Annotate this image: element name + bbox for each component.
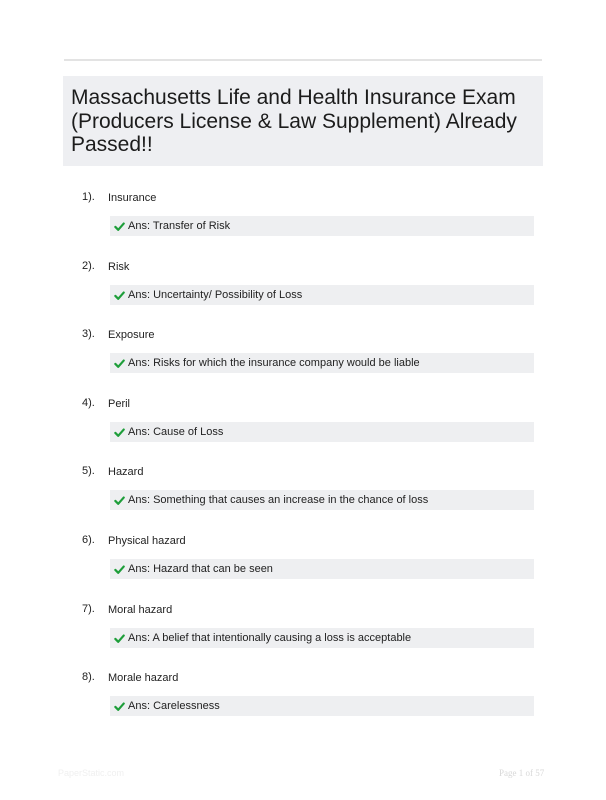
question-number: 3).	[82, 328, 95, 340]
question-number: 7).	[82, 603, 95, 615]
question-term: Peril	[108, 398, 131, 410]
answer-text: Ans: Transfer of Risk	[128, 220, 231, 232]
qa-item	[0, 671, 606, 731]
qa-item	[0, 260, 606, 320]
question-number: 5).	[82, 465, 95, 477]
qa-item	[0, 465, 606, 525]
question-term: Physical hazard	[108, 535, 186, 547]
check-icon	[114, 564, 125, 575]
question-number: 2).	[82, 260, 95, 272]
check-icon	[114, 701, 125, 712]
answer-text: Ans: Hazard that can be seen	[128, 563, 273, 575]
qa-item	[0, 191, 606, 251]
check-icon	[114, 221, 125, 232]
answer-box	[110, 628, 534, 648]
question-term: Risk	[108, 261, 130, 273]
answer-text: Ans: Something that causes an increase in the chance of loss	[128, 494, 429, 506]
page-number: Page 1 of 57	[499, 768, 545, 778]
answer-box	[110, 216, 534, 236]
check-icon	[114, 290, 125, 301]
check-icon	[114, 358, 125, 369]
answer-text: Ans: Carelessness	[128, 700, 220, 712]
question-term: Moral hazard	[108, 604, 173, 616]
question-term: Exposure	[108, 329, 155, 341]
answer-text: Ans: Risks for which the insurance company would be liable	[128, 357, 420, 369]
qa-item	[0, 534, 606, 594]
question-number: 4).	[82, 397, 95, 409]
answer-text: Ans: A belief that intentionally causing a loss is acceptable	[128, 632, 412, 644]
qa-item	[0, 328, 606, 388]
qa-item	[0, 603, 606, 663]
check-icon	[114, 495, 125, 506]
top-divider	[64, 59, 542, 61]
answer-box	[110, 422, 534, 442]
question-number: 6).	[82, 534, 95, 546]
document-title: Massachusetts Life and Health Insurance Exam (Producers License & Law Supplement) Already Passed!!	[71, 86, 517, 156]
qa-item	[0, 397, 606, 457]
title-banner	[63, 76, 543, 166]
check-icon	[114, 633, 125, 644]
question-term: Hazard	[108, 466, 144, 478]
answer-box	[110, 696, 534, 716]
answer-box	[110, 285, 534, 305]
question-term: Insurance	[108, 192, 157, 204]
check-icon	[114, 427, 125, 438]
answer-box	[110, 490, 534, 510]
answer-box	[110, 353, 534, 373]
footer-watermark: PaperStatic.com	[58, 768, 125, 778]
question-term: Morale hazard	[108, 672, 179, 684]
answer-text: Ans: Cause of Loss	[128, 426, 224, 438]
answer-box	[110, 559, 534, 579]
question-number: 1).	[82, 191, 95, 203]
question-number: 8).	[82, 671, 95, 683]
answer-text: Ans: Uncertainty/ Possibility of Loss	[128, 289, 303, 301]
